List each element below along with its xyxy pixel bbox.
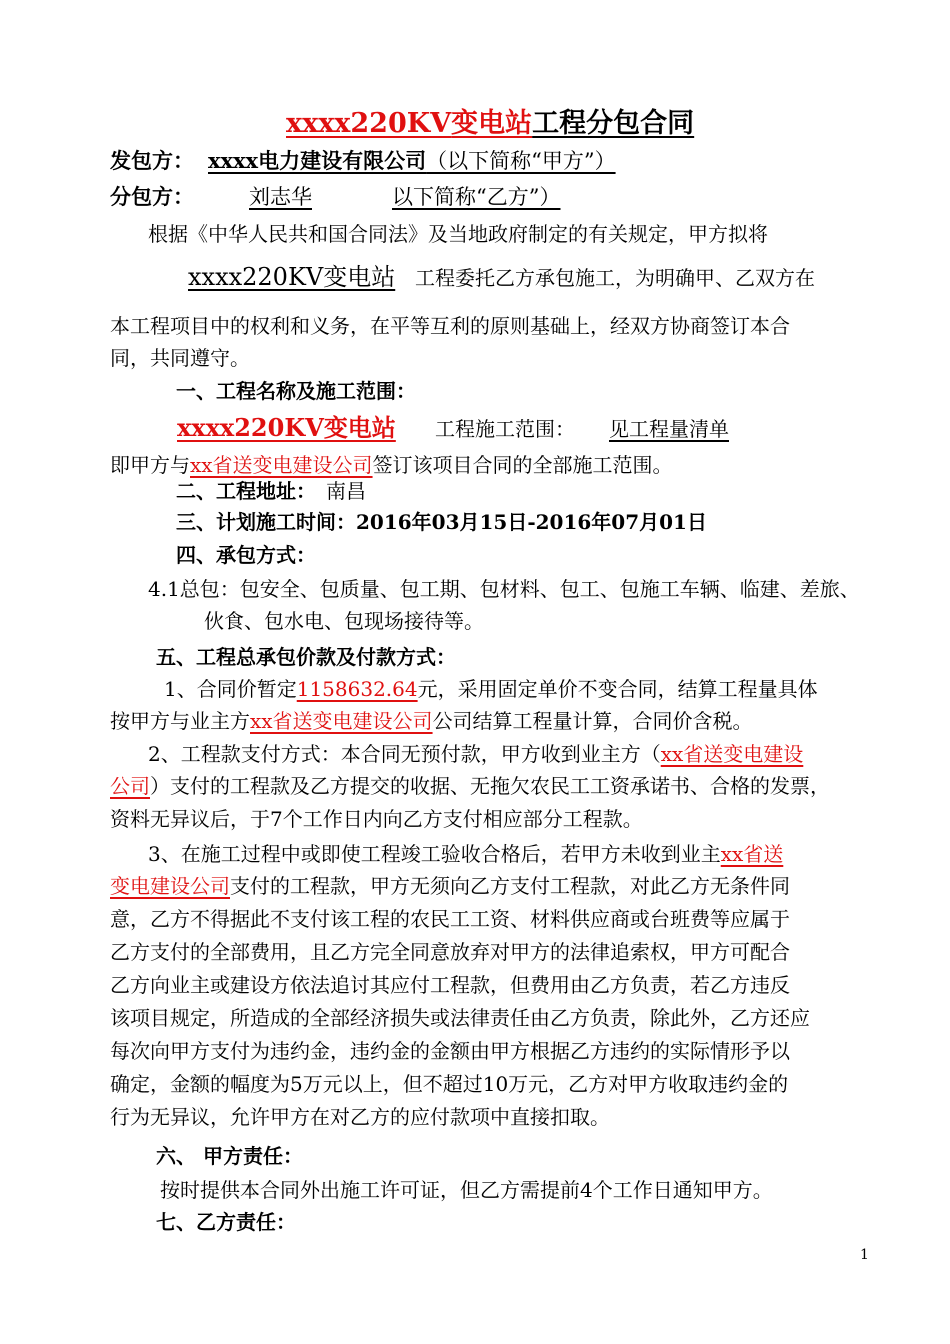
contract-price: 1158632.64	[296, 677, 418, 701]
p1-b: 元，采用固定单价不变合同，结算工程量具体	[417, 677, 818, 701]
section-5-p3-line-6: 该项目规定，所造成的全部经济损失或法律责任由乙方负责，除此外，乙方还应	[110, 1006, 810, 1030]
section-4-heading: 四、承包方式：	[176, 543, 316, 567]
p3-b: 支付的工程款，甲方无须向乙方支付工程款，对此乙方无条件同	[230, 874, 790, 898]
p2-company-part-2: 公司	[110, 774, 150, 798]
p2-b: ）支付的工程款及乙方提交的收据、无拖欠农民工工资承诺书、合格的发票，	[150, 774, 830, 798]
p1-d: 公司结算工程量计算，合同价含税。	[432, 709, 753, 733]
p2-company-part-1: xx省送变电建设	[660, 742, 804, 766]
section-5-p2-line-2	[110, 772, 830, 800]
p2-a: 2、工程款支付方式：本合同无预付款，甲方收到业主方（	[148, 742, 661, 766]
document-title	[286, 110, 694, 138]
section-2-value: 南昌	[326, 479, 366, 503]
section-1-l2-a: 即甲方与	[110, 453, 190, 477]
section-1-line-1	[163, 414, 841, 443]
contractor-name: xxxx电力建设有限公司	[208, 148, 427, 173]
section-5-p1-line-2	[110, 707, 753, 735]
contractor-note: （以下简称“甲方”）	[426, 149, 616, 173]
intro-line-3: 本工程项目中的权利和义务，在平等互利的原则基础上，经双方协商签订本合	[110, 314, 790, 338]
section-5-p2-line-1	[148, 740, 803, 768]
intro-line-4: 同，共同遵守。	[110, 346, 250, 370]
section-2-heading: 二、工程地址：	[176, 479, 316, 503]
section-5-p3-line-8: 确定，金额的幅度为5万元以上，但不超过10万元，乙方对甲方收取违约金的	[110, 1072, 789, 1096]
section-5-p3-line-1	[148, 840, 783, 868]
section-1-l2-b: 签订该项目合同的全部施工范围。	[372, 453, 673, 477]
intro-project-name: xxxx220KV变电站	[188, 263, 396, 291]
section-2-line	[176, 477, 366, 505]
subcontractor-line	[110, 183, 560, 211]
section-5-p3-line-3: 意，乙方不得据此不支付该工程的农民工工资、材料供应商或台班费等应属于	[110, 907, 790, 931]
contractor-line	[110, 147, 616, 175]
subcontractor-label: 分包方：	[110, 184, 194, 209]
intro-line-2	[110, 263, 815, 292]
section-5-p3-line-2	[110, 872, 790, 900]
title-project-type: 变电站	[451, 108, 533, 139]
scope-value: 见工程量清单	[609, 417, 729, 441]
scope-label: 工程施工范围：	[435, 417, 575, 441]
section-5-heading: 五、工程总承包价款及付款方式：	[156, 645, 456, 669]
title-contract-name: 工程分包合同	[532, 108, 695, 139]
section-5-p2-line-3: 资料无异议后，于7个工作日内向乙方支付相应部分工程款。	[110, 807, 643, 831]
section-1-line-2	[110, 451, 673, 479]
subcontractor-note: 以下简称“乙方”）	[392, 185, 561, 209]
p1-a: 1、合同价暂定	[164, 677, 297, 701]
p1-c: 按甲方与业主方	[110, 709, 250, 733]
section-5-p3-line-5: 乙方向业主或建设方依法追讨其应付工程款，但费用由乙方负责，若乙方违反	[110, 973, 790, 997]
title-project-code: xxxx220KV	[286, 108, 452, 139]
subcontractor-name: 刘志华	[249, 185, 312, 209]
intro-line-1: 根据《中华人民共和国合同法》及当地政府制定的有关规定，甲方拟将	[148, 222, 768, 246]
section-6-heading: 六、 甲方责任：	[156, 1144, 303, 1168]
p3-company-part-1: xx省送	[720, 842, 784, 866]
section-4-line-2: 伙食、包水电、包现场接待等。	[204, 609, 484, 633]
section-1-heading: 一、工程名称及施工范围：	[176, 379, 416, 403]
section-5-p3-line-9: 行为无异议，允许甲方在对乙方的应付款项中直接扣取。	[110, 1105, 610, 1129]
section-4-line-1: 4.1总包：包安全、包质量、包工期、包材料、包工、包施工车辆、临建、差旅、	[148, 577, 860, 601]
contractor-label: 发包方：	[110, 148, 194, 173]
p3-company-part-2: 变电建设公司	[110, 874, 230, 898]
section-5-p3-line-4: 乙方支付的全部费用，且乙方完全同意放弃对甲方的法律追索权，甲方可配合	[110, 940, 790, 964]
section-1-company: xx省送变电建设公司	[190, 453, 373, 477]
p3-a: 3、在施工过程中或即使工程竣工验收合格后，若甲方未收到业主	[148, 842, 721, 866]
section-5-p3-line-7: 每次向甲方支付为违约金，违约金的金额由甲方根据乙方违约的实际情形予以	[110, 1039, 790, 1063]
section-6-line-1: 按时提供本合同外出施工许可证，但乙方需提前4个工作日通知甲方。	[160, 1178, 773, 1202]
section-7-heading: 七、乙方责任：	[156, 1210, 296, 1234]
intro-line-2-text: 工程委托乙方承包施工，为明确甲、乙双方在	[415, 266, 815, 290]
section-5-p1-line-1	[164, 675, 818, 703]
p1-company: xx省送变电建设公司	[250, 709, 433, 733]
section-1-project-name: xxxx220KV变电站	[177, 413, 396, 442]
page-number: 1	[860, 1247, 869, 1263]
section-3-heading: 三、计划施工时间：2016年03月15日-2016年07月01日	[176, 510, 707, 534]
